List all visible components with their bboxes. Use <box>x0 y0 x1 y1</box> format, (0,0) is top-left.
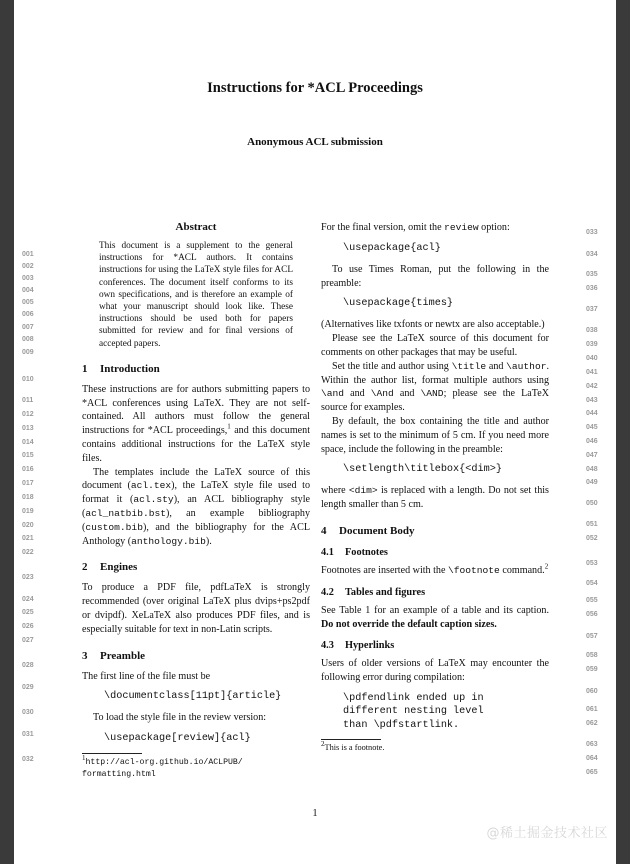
page-number: 1 <box>312 808 318 819</box>
line-number: 016 <box>22 466 34 473</box>
footnotes-paragraph: Footnotes are inserted with the \footnote command.$^2$ <box>321 562 549 576</box>
line-number: 036 <box>586 285 598 292</box>
section-title: Document Body <box>339 524 415 537</box>
preamble-paragraph-3: For the final version, omit the review option: <box>321 222 510 233</box>
line-number: 035 <box>586 271 598 278</box>
section-engines-heading <box>82 560 310 574</box>
intro-paragraph-2: The templates include the LaTeX source of this document (acl.tex), the LaTeX style file used to format it (acl.sty), an ACL bibliography style (acl_natbib.bst), an example bibliography (custom.bib), and the bibliography for the ACL Anthology (anthology.bib). <box>82 466 310 547</box>
watermark: @稀土掘金技术社区 <box>486 826 608 841</box>
section-title: Engines <box>100 561 138 574</box>
section-intro-heading <box>82 362 310 376</box>
line-number: 042 <box>586 383 598 390</box>
line-number: 062 <box>586 720 598 727</box>
subsection-footnotes-heading <box>321 546 549 559</box>
line-number: 011 <box>22 397 34 404</box>
line-number: 007 <box>22 324 34 331</box>
preamble-paragraph-7: Set the title and author using \title and \author. Within the author list, format multiple authors using \and and \And and \AND; please see the LaTeX source for examples. <box>321 360 549 414</box>
line-number: 061 <box>586 706 598 713</box>
footnote-2: $^2$This is a footnote. <box>321 740 385 753</box>
line-number: 004 <box>22 287 34 294</box>
line-number: 022 <box>22 549 34 556</box>
code-usepackage-times: \usepackage{times} <box>343 298 454 310</box>
line-number: 027 <box>22 637 34 644</box>
footnote-rule <box>82 753 142 754</box>
section-preamble-heading <box>82 649 310 663</box>
code-usepackage-acl: \usepackage{acl} <box>343 242 441 254</box>
line-number: 054 <box>586 580 598 587</box>
line-number: 008 <box>22 336 34 343</box>
line-number: 009 <box>22 349 34 356</box>
abstract-heading: Abstract <box>175 221 217 233</box>
line-number: 040 <box>586 355 598 362</box>
engines-paragraph: To produce a PDF file, pdfLaTeX is strongly recommended (over original LaTeX plus dvips+ps2pdf or dvipdf). XeLaTeX also produces PDF files, and is especially suitable for text in non-Latin scripts. <box>82 582 310 635</box>
subsection-title: Hyperlinks <box>345 640 395 652</box>
footnote-rule <box>321 739 381 740</box>
subsection-title: Tables and figures <box>345 586 426 598</box>
intro-paragraph-1: These instructions are for authors submitting papers to *ACL conferences using LaTeX. They are not self-contained. All authors must follow the general instructions for *ACL proceedings,$^1$ and this document contains additional instructions for the LaTeX style files. <box>82 383 310 464</box>
preamble-paragraph-8: By default, the box containing the title and author names is set to the minimum of 5 cm. If you need more space, include the following in the preamble: <box>321 415 549 455</box>
line-number: 038 <box>586 327 598 334</box>
line-number: 029 <box>22 684 34 691</box>
line-number: 055 <box>586 597 598 604</box>
code-documentclass: \documentclass[11pt]{article} <box>104 691 282 703</box>
preamble-paragraph-1: The first line of the file must be <box>82 670 211 682</box>
subsection-number: 4.1 <box>321 546 334 558</box>
line-number: 031 <box>22 731 34 738</box>
line-number: 041 <box>586 369 598 376</box>
line-number: 006 <box>22 311 34 318</box>
line-number: 058 <box>586 652 598 659</box>
line-number: 060 <box>586 688 598 695</box>
line-number: 021 <box>22 535 34 542</box>
line-number: 048 <box>586 466 598 473</box>
line-number: 063 <box>586 741 598 748</box>
line-number: 053 <box>586 560 598 567</box>
line-number: 050 <box>586 500 598 507</box>
preamble-paragraph-9: where <dim> is replaced with a length. Do not set this length smaller than 5 cm. <box>321 485 549 511</box>
line-number: 051 <box>586 521 598 528</box>
abstract-text: This document is a supplement to the general instructions for *ACL authors. It contains instructions for using the LaTeX style files for ACL conferences. The document itself conforms to its own specifications, and is therefore an example of what your manuscript should look like. These instructions should be used both for papers submitted for review and for final versions of accepted papers. <box>99 241 293 349</box>
line-number: 049 <box>586 479 598 486</box>
preamble-paragraph-2: To load the style file in the review version: <box>93 712 267 724</box>
line-number: 043 <box>586 397 598 404</box>
line-number: 065 <box>586 769 598 776</box>
line-number: 018 <box>22 494 34 501</box>
footnote-mark: 1 <box>227 422 231 431</box>
line-number: 046 <box>586 438 598 445</box>
line-number: 052 <box>586 535 598 542</box>
left-column <box>82 220 310 780</box>
line-number: 059 <box>586 666 598 673</box>
subsection-title: Footnotes <box>345 546 388 558</box>
line-number: 032 <box>22 756 34 763</box>
code-usepackage-review: \usepackage[review]{acl} <box>104 733 251 745</box>
section-number: 3 <box>82 649 88 662</box>
line-number: 002 <box>22 263 34 270</box>
line-number: 019 <box>22 508 34 515</box>
line-number: 020 <box>22 522 34 529</box>
section-docbody-heading <box>321 524 549 538</box>
tables-paragraph: See Table 1 for an example of a table and its caption. Do not override the default caption sizes. <box>321 604 549 630</box>
section-title: Preamble <box>100 649 146 662</box>
hyperlinks-paragraph: Users of older versions of LaTeX may encounter the following error during compilation: <box>321 658 549 684</box>
line-number: 014 <box>22 439 34 446</box>
section-number: 2 <box>82 561 88 574</box>
line-number: 023 <box>22 574 34 581</box>
line-number: 047 <box>586 452 598 459</box>
line-number: 017 <box>22 480 34 487</box>
subsection-number: 4.2 <box>321 586 334 598</box>
code-pdfendlink: \pdfendlink ended up in different nesting level than \pdfstartlink. <box>343 692 484 731</box>
line-number: 001 <box>22 251 34 258</box>
footnote-1: $^1$http://acl-org.github.io/ACLPUB/ formatting.html <box>82 754 243 779</box>
right-column <box>321 221 549 754</box>
paper-title: Instructions for *ACL Proceedings <box>207 80 423 96</box>
line-number: 010 <box>22 376 34 383</box>
subsection-number: 4.3 <box>321 640 334 652</box>
line-number: 045 <box>586 424 598 431</box>
section-number: 1 <box>82 362 88 375</box>
line-number: 028 <box>22 662 34 669</box>
line-number: 037 <box>586 306 598 313</box>
preamble-paragraph-6: Please see the LaTeX source of this document for comments on other packages that may be useful. <box>321 333 549 358</box>
preamble-paragraph-4: To use Times Roman, put the following in the preamble: <box>321 263 549 289</box>
line-number: 012 <box>22 411 34 418</box>
line-number: 025 <box>22 609 34 616</box>
subsection-hyperlinks-heading <box>321 639 549 652</box>
line-number: 056 <box>586 611 598 618</box>
paper-author: Anonymous ACL submission <box>247 136 383 148</box>
line-number: 039 <box>586 341 598 348</box>
line-number: 044 <box>586 410 598 417</box>
preamble-paragraph-5: (Alternatives like txfonts or newtx are also acceptable.) <box>321 319 545 331</box>
paper-page <box>14 0 616 864</box>
line-number: 026 <box>22 623 34 630</box>
line-number: 024 <box>22 596 34 603</box>
section-number: 4 <box>321 524 327 537</box>
line-number: 057 <box>586 633 598 640</box>
line-number: 033 <box>586 229 598 236</box>
code-setlength: \setlength\titlebox{<dim>} <box>343 464 502 476</box>
subsection-tables-heading <box>321 586 549 599</box>
section-title: Introduction <box>100 362 160 375</box>
line-number: 005 <box>22 299 34 306</box>
line-number: 013 <box>22 425 34 432</box>
footnote-1-link[interactable]: http://acl-org.github.io/ACLPUB/ formatting.html <box>82 758 243 779</box>
line-number: 015 <box>22 452 34 459</box>
line-number: 030 <box>22 709 34 716</box>
line-number: 034 <box>586 251 598 258</box>
line-number: 003 <box>22 275 34 282</box>
line-number: 064 <box>586 755 598 762</box>
